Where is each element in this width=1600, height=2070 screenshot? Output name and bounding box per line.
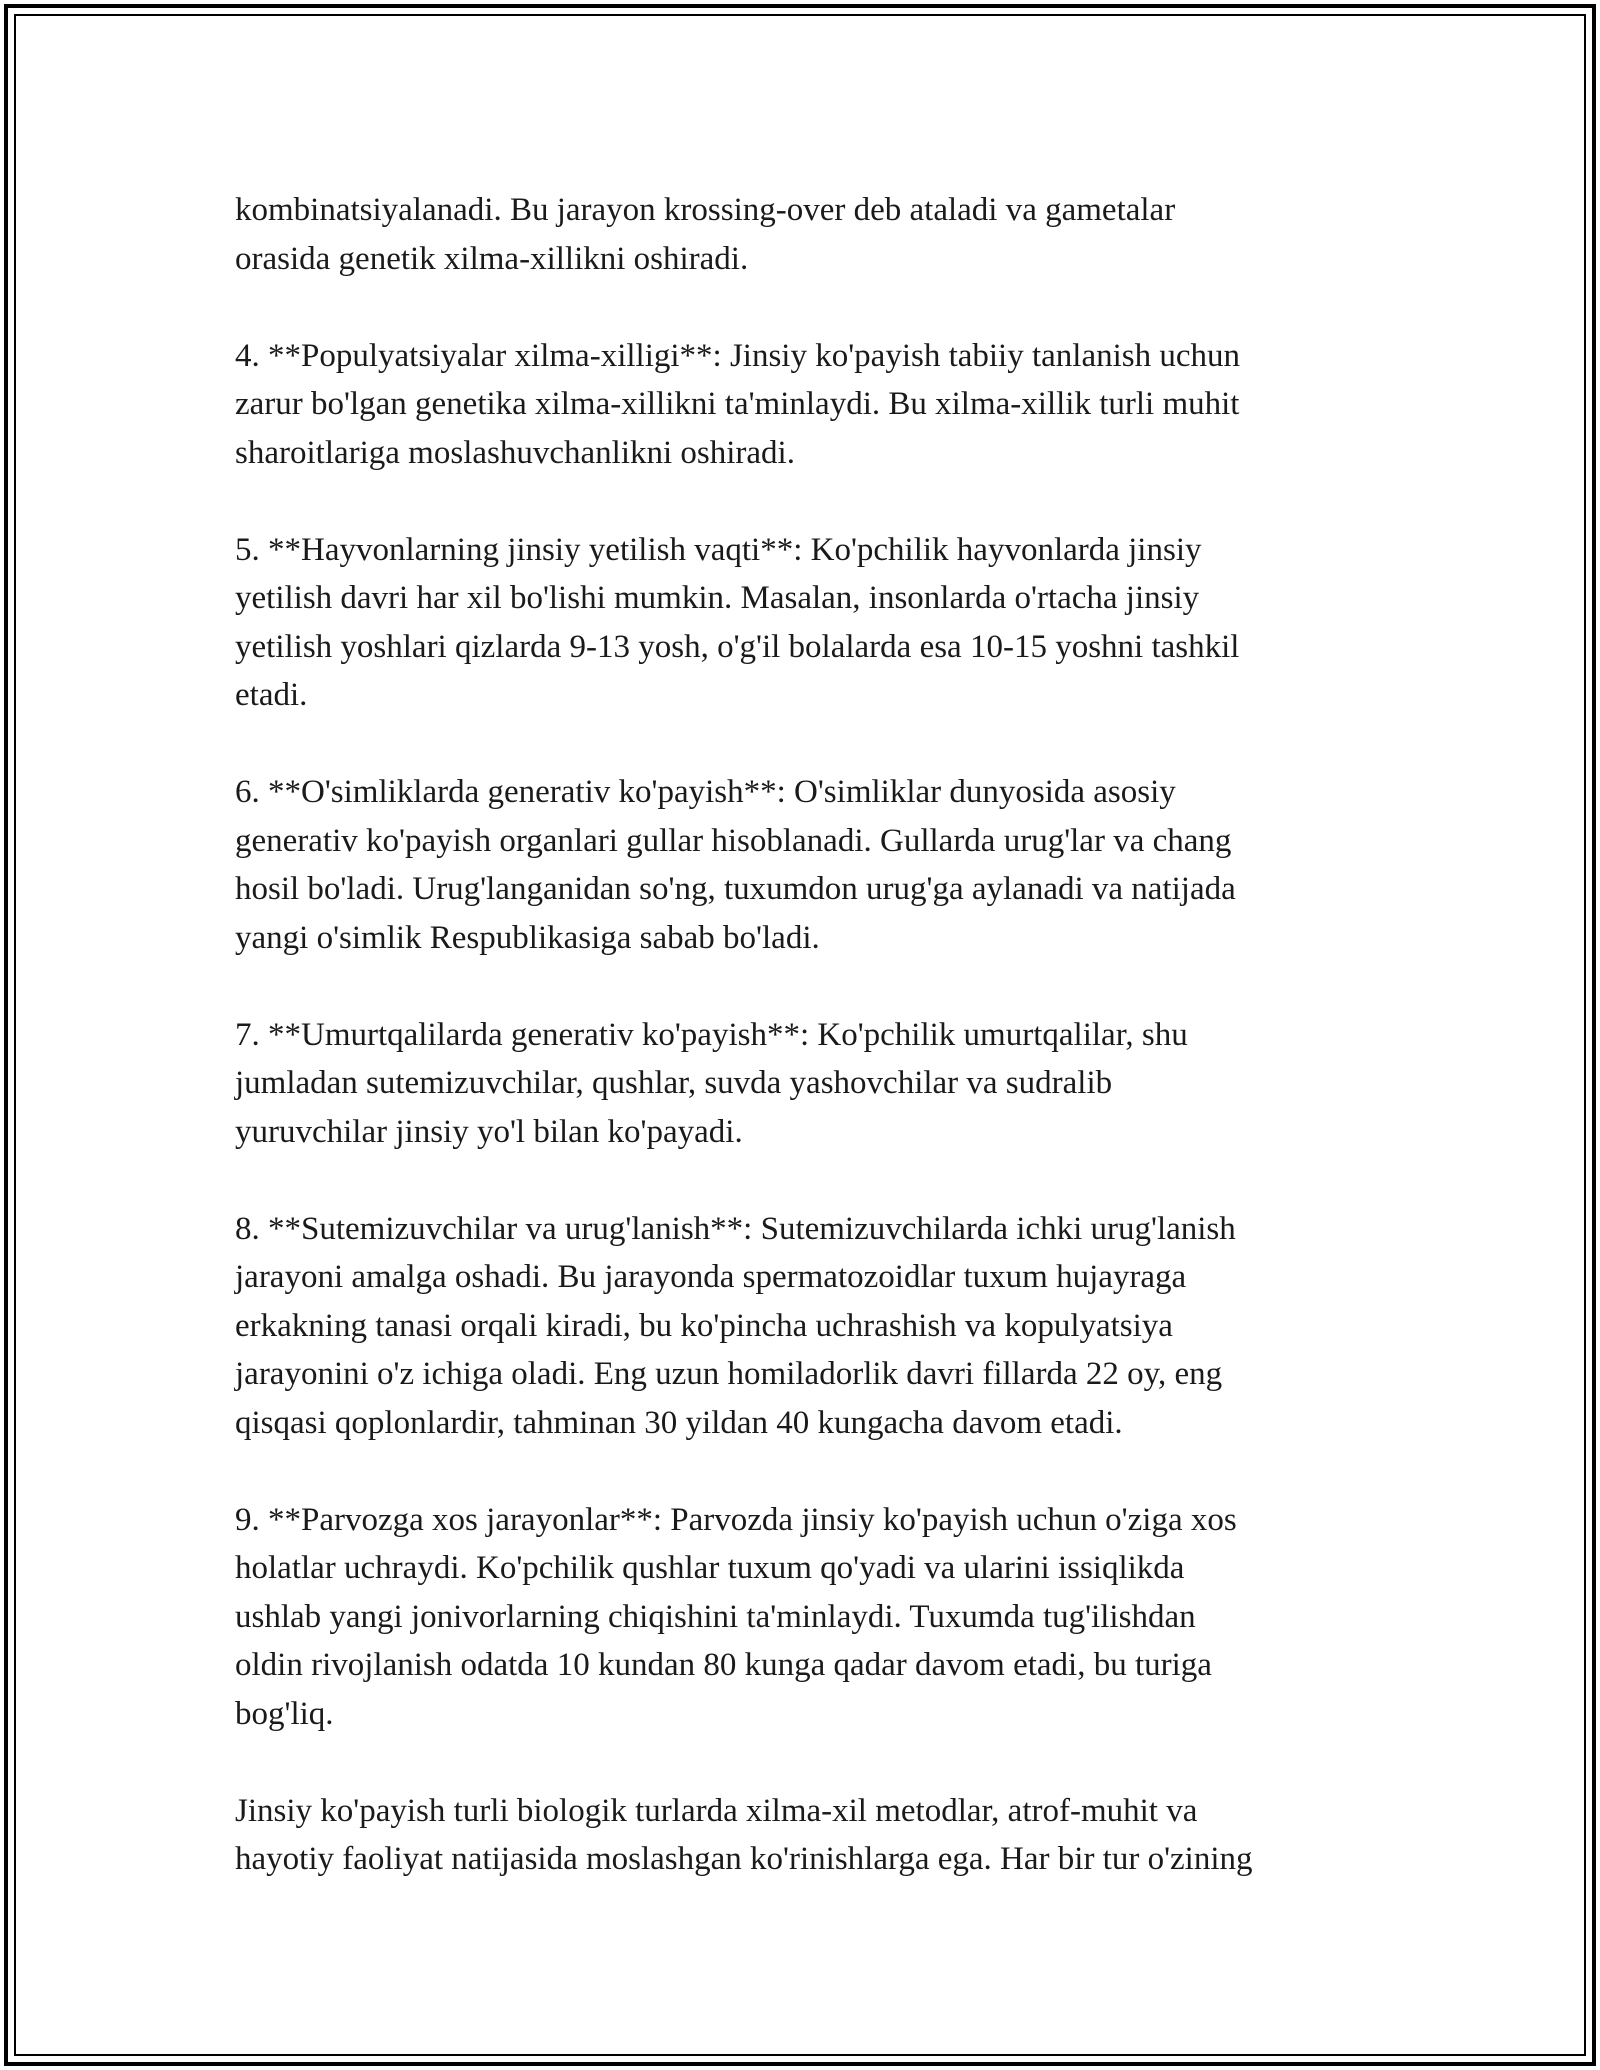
paragraph-crossing-over: kombinatsiyalanadi. Bu jarayon krossing-over deb ataladi va gametalar orasida genetik xilma-xillikni oshiradi. bbox=[235, 192, 1176, 277]
paragraph-population-diversity: 4. **Populyatsiyalar xilma-xilligi**: Jinsiy ko'payish tabiiy tanlanish uchun zarur bo'lgan genetika xilma-xillikni ta'minlaydi. Bu xilma-xillik turli muhit sharoitlariga moslashuvchanlikni oshiradi. bbox=[235, 337, 1241, 471]
paragraph-bird-processes: 9. **Parvozga xos jarayonlar**: Parvozda jinsiy ko'payish uchun o'ziga xos holatlar uchraydi. Ko'pchilik qushlar tuxum qo'yadi va ularini issiqlikda ushlab yangi jonivorlarning chiqishini ta'minlaydi. Tuxumda tug'ilishdan oldin rivojlanish odatda 10 kundan 80 kunga qadar davom etadi, bu turiga bog'liq. bbox=[235, 1501, 1237, 1732]
paragraph-animal-maturity: 5. **Hayvonlarning jinsiy yetilish vaqti**: Ko'pchilik hayvonlarda jinsiy yetilish davri har xil bo'lishi mumkin. Masalan, insonlarda o'rtacha jinsiy yetilish yoshlari qizlarda 9-13 yosh, o'g'il bolalarda esa 10-15 yoshni tashkil etadi. bbox=[235, 531, 1240, 713]
paragraph-plant-reproduction: 6. **O'simliklarda generativ ko'payish**: O'simliklar dunyosida asosiy generativ ko'payish organlari gullar hisoblanadi. Gullarda urug'lar va chang hosil bo'ladi. Urug'langanidan so'ng, tuxumdon urug'ga aylanadi va natijada yangi o'simlik Respublikasiga sabab bo'ladi. bbox=[235, 774, 1236, 956]
document-body bbox=[235, 186, 1385, 1884]
paragraph-conclusion: Jinsiy ko'payish turli biologik turlarda xilma-xil metodlar, atrof-muhit va hayotiy faoliyat natijasida moslashgan ko'rinishlarga ega. Har bir tur o'zining bbox=[235, 1792, 1253, 1877]
paragraph-vertebrate-reproduction: 7. **Umurtqalilarda generativ ko'payish**: Ko'pchilik umurtqalilar, shu jumladan sutemizuvchilar, qushlar, suvda yashovchilar va sudralib yuruvchilar jinsiy yo'l bilan ko'payadi. bbox=[235, 1016, 1188, 1150]
paragraph-mammal-fertilization: 8. **Sutemizuvchilar va urug'lanish**: Sutemizuvchilarda ichki urug'lanish jarayoni amalga oshadi. Bu jarayonda spermatozoidlar tuxum hujayraga erkakning tanasi orqali kiradi, bu ko'pincha uchrashish va kopulyatsiya jarayonini o'z ichiga oladi. Eng uzun homiladorlik davri fillarda 22 oy, eng qisqasi qoplonlardir, tahminan 30 yildan 40 kungacha davom etadi. bbox=[235, 1210, 1236, 1441]
